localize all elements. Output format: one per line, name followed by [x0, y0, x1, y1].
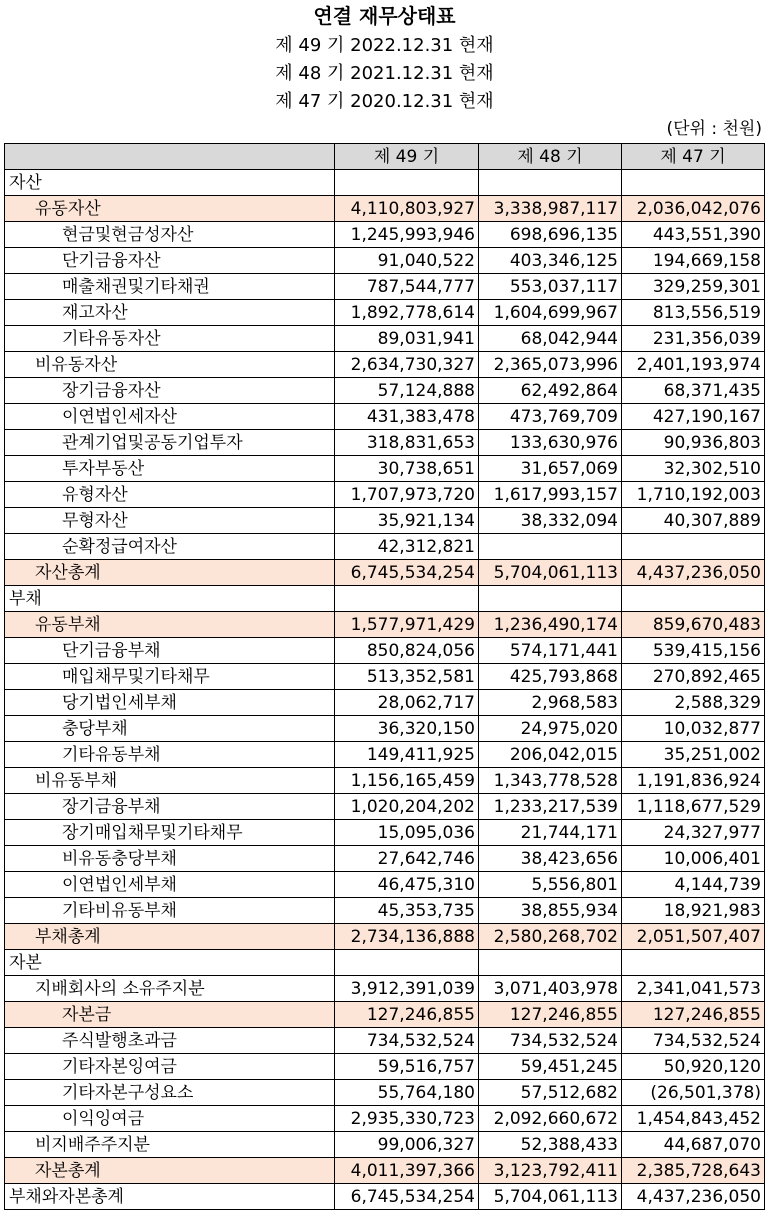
- value-cell: 2,401,193,974: [622, 352, 765, 378]
- table-row: [5, 404, 765, 430]
- row-label: 기타유동자산: [5, 326, 335, 352]
- value-cell: 4,110,803,927: [335, 196, 479, 222]
- value-cell: 2,935,330,723: [335, 1106, 479, 1132]
- value-cell: 2,580,268,702: [479, 924, 622, 950]
- row-label: 단기금융부채: [5, 638, 335, 664]
- row-label: 충당부채: [5, 716, 335, 742]
- value-cell: 28,062,717: [335, 690, 479, 716]
- row-label: 부채: [5, 586, 335, 612]
- row-label: 유형자산: [5, 482, 335, 508]
- row-label: 이연법인세부채: [5, 872, 335, 898]
- value-cell: [335, 170, 479, 196]
- table-row: [5, 196, 765, 222]
- value-cell: 4,011,397,366: [335, 1158, 479, 1184]
- row-label: 장기금융자산: [5, 378, 335, 404]
- value-cell: 1,156,165,459: [335, 768, 479, 794]
- value-cell: 1,577,971,429: [335, 612, 479, 638]
- value-cell: 2,051,507,407: [622, 924, 765, 950]
- table-row: [5, 898, 765, 924]
- value-cell: 30,738,651: [335, 456, 479, 482]
- row-label: 유동부채: [5, 612, 335, 638]
- row-label: 이연법인세자산: [5, 404, 335, 430]
- value-cell: 2,734,136,888: [335, 924, 479, 950]
- value-cell: 42,312,821: [335, 534, 479, 560]
- value-cell: 10,006,401: [622, 846, 765, 872]
- value-cell: 194,669,158: [622, 248, 765, 274]
- value-cell: [622, 170, 765, 196]
- table-row: [5, 846, 765, 872]
- value-cell: 5,704,061,113: [479, 1184, 622, 1210]
- value-cell: [479, 534, 622, 560]
- value-cell: 2,036,042,076: [622, 196, 765, 222]
- row-label: 자본: [5, 950, 335, 976]
- value-cell: 698,696,135: [479, 222, 622, 248]
- table-row: [5, 326, 765, 352]
- value-cell: 52,388,433: [479, 1132, 622, 1158]
- table-row: [5, 534, 765, 560]
- header-period-49: 제 49 기: [335, 144, 479, 170]
- table-row: [5, 352, 765, 378]
- value-cell: [622, 586, 765, 612]
- value-cell: 1,245,993,946: [335, 222, 479, 248]
- value-cell: 15,095,036: [335, 820, 479, 846]
- row-label: 유동자산: [5, 196, 335, 222]
- period-line-49: 제 49 기 2022.12.31 현재: [275, 35, 494, 56]
- value-cell: 2,634,730,327: [335, 352, 479, 378]
- value-cell: 38,423,656: [479, 846, 622, 872]
- table-row: [5, 508, 765, 534]
- value-cell: 4,437,236,050: [622, 560, 765, 586]
- row-label: 비유동충당부채: [5, 846, 335, 872]
- value-cell: 59,516,757: [335, 1054, 479, 1080]
- row-label: 비지배주주지분: [5, 1132, 335, 1158]
- row-label: 부채와자본총계: [5, 1184, 335, 1210]
- value-cell: 133,630,976: [479, 430, 622, 456]
- value-cell: 3,071,403,978: [479, 976, 622, 1002]
- value-cell: 57,512,682: [479, 1080, 622, 1106]
- value-cell: 473,769,709: [479, 404, 622, 430]
- table-row: [5, 1028, 765, 1054]
- header-row: [5, 144, 765, 170]
- row-label: 단기금융자산: [5, 248, 335, 274]
- row-label: 투자부동산: [5, 456, 335, 482]
- row-label: 당기법인세부채: [5, 690, 335, 716]
- value-cell: 4,144,739: [622, 872, 765, 898]
- table-row: [5, 742, 765, 768]
- table-row: [5, 222, 765, 248]
- value-cell: 787,544,777: [335, 274, 479, 300]
- value-cell: 89,031,941: [335, 326, 479, 352]
- row-label: 매출채권및기타채권: [5, 274, 335, 300]
- row-label: 부채총계: [5, 924, 335, 950]
- value-cell: [622, 950, 765, 976]
- value-cell: 1,710,192,003: [622, 482, 765, 508]
- value-cell: 553,037,117: [479, 274, 622, 300]
- value-cell: [335, 950, 479, 976]
- table-row: [5, 300, 765, 326]
- value-cell: 44,687,070: [622, 1132, 765, 1158]
- value-cell: 38,855,934: [479, 898, 622, 924]
- value-cell: 3,912,391,039: [335, 976, 479, 1002]
- value-cell: 62,492,864: [479, 378, 622, 404]
- value-cell: 1,236,490,174: [479, 612, 622, 638]
- value-cell: 329,259,301: [622, 274, 765, 300]
- value-cell: 539,415,156: [622, 638, 765, 664]
- table-row: [5, 1002, 765, 1028]
- value-cell: 2,588,329: [622, 690, 765, 716]
- value-cell: 31,657,069: [479, 456, 622, 482]
- value-cell: 99,006,327: [335, 1132, 479, 1158]
- value-cell: 425,793,868: [479, 664, 622, 690]
- table-row: [5, 586, 765, 612]
- row-label: 장기금융부채: [5, 794, 335, 820]
- table-row: [5, 274, 765, 300]
- table-row: [5, 950, 765, 976]
- value-cell: 1,707,973,720: [335, 482, 479, 508]
- value-cell: 24,975,020: [479, 716, 622, 742]
- value-cell: 27,642,746: [335, 846, 479, 872]
- table-row: [5, 430, 765, 456]
- row-label: 기타유동부채: [5, 742, 335, 768]
- value-cell: 850,824,056: [335, 638, 479, 664]
- row-label: 기타비유동부채: [5, 898, 335, 924]
- value-cell: 1,233,217,539: [479, 794, 622, 820]
- row-label: 비유동자산: [5, 352, 335, 378]
- value-cell: 1,454,843,452: [622, 1106, 765, 1132]
- value-cell: 318,831,653: [335, 430, 479, 456]
- value-cell: 427,190,167: [622, 404, 765, 430]
- value-cell: 40,307,889: [622, 508, 765, 534]
- row-label: 지배회사의 소유주지분: [5, 976, 335, 1002]
- value-cell: 90,936,803: [622, 430, 765, 456]
- row-label: 재고자산: [5, 300, 335, 326]
- value-cell: 1,617,993,157: [479, 482, 622, 508]
- value-cell: 3,338,987,117: [479, 196, 622, 222]
- value-cell: 3,123,792,411: [479, 1158, 622, 1184]
- value-cell: 5,556,801: [479, 872, 622, 898]
- table-row: [5, 768, 765, 794]
- value-cell: 10,032,877: [622, 716, 765, 742]
- value-cell: 55,764,180: [335, 1080, 479, 1106]
- row-label: 관계기업및공동기업투자: [5, 430, 335, 456]
- table-row: [5, 638, 765, 664]
- value-cell: 443,551,390: [622, 222, 765, 248]
- value-cell: 68,042,944: [479, 326, 622, 352]
- table-row: [5, 664, 765, 690]
- value-cell: 36,320,150: [335, 716, 479, 742]
- value-cell: 38,332,094: [479, 508, 622, 534]
- row-label: 기타자본구성요소: [5, 1080, 335, 1106]
- row-label: 현금및현금성자산: [5, 222, 335, 248]
- header-period-48: 제 48 기: [479, 144, 622, 170]
- row-label: 자본금: [5, 1002, 335, 1028]
- table-row: [5, 1184, 765, 1210]
- table-row: [5, 248, 765, 274]
- value-cell: 1,604,699,967: [479, 300, 622, 326]
- value-cell: (26,501,378): [622, 1080, 765, 1106]
- table-row: [5, 456, 765, 482]
- table-row: [5, 1054, 765, 1080]
- value-cell: 35,251,002: [622, 742, 765, 768]
- value-cell: 2,968,583: [479, 690, 622, 716]
- value-cell: 403,346,125: [479, 248, 622, 274]
- value-cell: 45,353,735: [335, 898, 479, 924]
- value-cell: 68,371,435: [622, 378, 765, 404]
- value-cell: [479, 586, 622, 612]
- row-label: 자본총계: [5, 1158, 335, 1184]
- table-row: [5, 170, 765, 196]
- balance-sheet-table: [4, 143, 765, 1210]
- value-cell: 270,892,465: [622, 664, 765, 690]
- value-cell: 21,744,171: [479, 820, 622, 846]
- header-period-47: 제 47 기: [622, 144, 765, 170]
- period-line-48: 제 48 기 2021.12.31 현재: [275, 63, 494, 84]
- value-cell: 1,020,204,202: [335, 794, 479, 820]
- value-cell: 57,124,888: [335, 378, 479, 404]
- header-item: [5, 144, 335, 170]
- value-cell: 513,352,581: [335, 664, 479, 690]
- value-cell: 734,532,524: [335, 1028, 479, 1054]
- value-cell: [479, 170, 622, 196]
- value-cell: 24,327,977: [622, 820, 765, 846]
- value-cell: 5,704,061,113: [479, 560, 622, 586]
- table-row: [5, 716, 765, 742]
- value-cell: 734,532,524: [479, 1028, 622, 1054]
- value-cell: 127,246,855: [335, 1002, 479, 1028]
- table-row: [5, 482, 765, 508]
- value-cell: 2,341,041,573: [622, 976, 765, 1002]
- value-cell: 231,356,039: [622, 326, 765, 352]
- value-cell: 2,092,660,672: [479, 1106, 622, 1132]
- value-cell: 149,411,925: [335, 742, 479, 768]
- value-cell: 734,532,524: [622, 1028, 765, 1054]
- statement-title: 연결 재무상태표: [313, 4, 456, 28]
- value-cell: 6,745,534,254: [335, 1184, 479, 1210]
- row-label: 이익잉여금: [5, 1106, 335, 1132]
- row-label: 순확정급여자산: [5, 534, 335, 560]
- value-cell: 206,042,015: [479, 742, 622, 768]
- value-cell: 6,745,534,254: [335, 560, 479, 586]
- value-cell: 574,171,441: [479, 638, 622, 664]
- value-cell: 18,921,983: [622, 898, 765, 924]
- row-label: 무형자산: [5, 508, 335, 534]
- table-row: [5, 1106, 765, 1132]
- table-row: [5, 378, 765, 404]
- row-label: 자산: [5, 170, 335, 196]
- value-cell: 35,921,134: [335, 508, 479, 534]
- table-row: [5, 872, 765, 898]
- value-cell: 1,118,677,529: [622, 794, 765, 820]
- period-line-47: 제 47 기 2020.12.31 현재: [275, 91, 494, 112]
- row-label: 매입채무및기타채무: [5, 664, 335, 690]
- value-cell: 813,556,519: [622, 300, 765, 326]
- value-cell: 46,475,310: [335, 872, 479, 898]
- value-cell: 91,040,522: [335, 248, 479, 274]
- table-row: [5, 560, 765, 586]
- table-row: [5, 1158, 765, 1184]
- row-label: 주식발행초과금: [5, 1028, 335, 1054]
- value-cell: 32,302,510: [622, 456, 765, 482]
- row-label: 자산총계: [5, 560, 335, 586]
- table-row: [5, 612, 765, 638]
- value-cell: 859,670,483: [622, 612, 765, 638]
- table-row: [5, 924, 765, 950]
- value-cell: 1,191,836,924: [622, 768, 765, 794]
- value-cell: 1,892,778,614: [335, 300, 479, 326]
- table-row: [5, 794, 765, 820]
- table-row: [5, 1132, 765, 1158]
- value-cell: [622, 534, 765, 560]
- table-row: [5, 820, 765, 846]
- table-row: [5, 1080, 765, 1106]
- value-cell: 2,385,728,643: [622, 1158, 765, 1184]
- value-cell: 127,246,855: [622, 1002, 765, 1028]
- value-cell: 59,451,245: [479, 1054, 622, 1080]
- row-label: 장기매입채무및기타채무: [5, 820, 335, 846]
- value-cell: 2,365,073,996: [479, 352, 622, 378]
- unit-label: (단위 : 천원): [666, 119, 762, 139]
- value-cell: [335, 586, 479, 612]
- row-label: 기타자본잉여금: [5, 1054, 335, 1080]
- value-cell: 127,246,855: [479, 1002, 622, 1028]
- value-cell: [479, 950, 622, 976]
- row-label: 비유동부채: [5, 768, 335, 794]
- value-cell: 431,383,478: [335, 404, 479, 430]
- value-cell: 1,343,778,528: [479, 768, 622, 794]
- value-cell: 4,437,236,050: [622, 1184, 765, 1210]
- table-row: [5, 690, 765, 716]
- value-cell: 50,920,120: [622, 1054, 765, 1080]
- table-row: [5, 976, 765, 1002]
